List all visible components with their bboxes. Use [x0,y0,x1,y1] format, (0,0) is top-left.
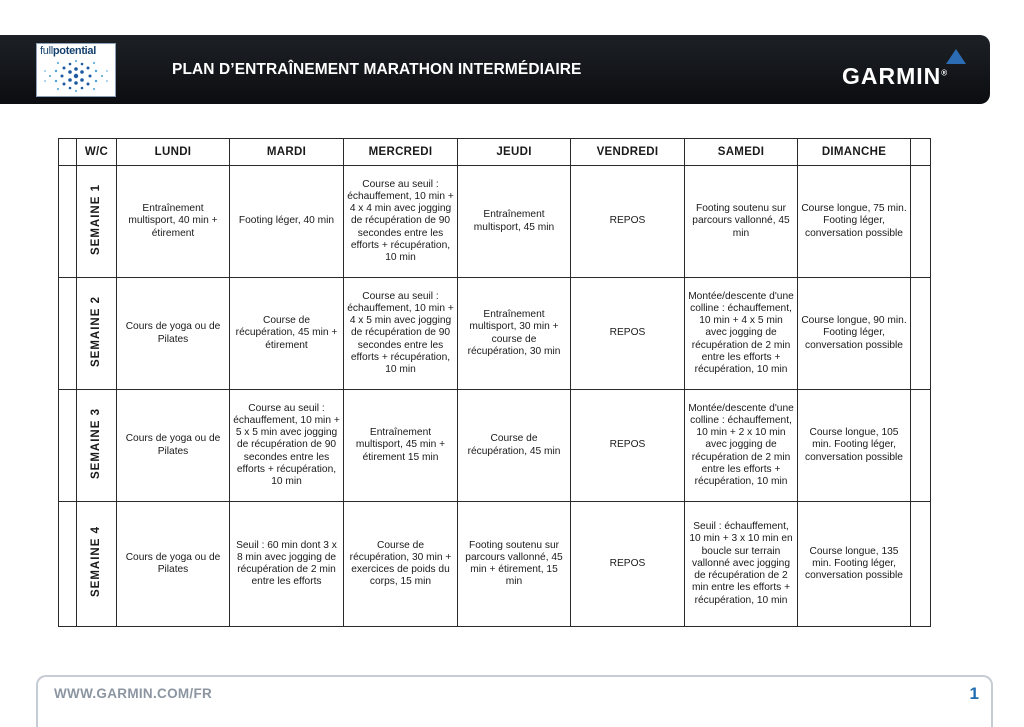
cell-lundi: Cours de yoga ou de Pilates [117,390,230,502]
col-header-samedi: SAMEDI [685,139,798,166]
col-header-jeudi: JEUDI [458,139,571,166]
header-banner [0,35,990,104]
cell-jeudi: Entraînement multisport, 30 min + course de récupération, 30 min [458,278,571,390]
training-plan-table [58,138,931,627]
week-label-cell [77,166,117,278]
cell-jeudi: Course de récupération, 45 min [458,390,571,502]
cell-dimanche: Course longue, 90 min. Footing léger, conversation possible [798,278,911,390]
cell-mercredi: Entraînement multisport, 45 min + étirement 15 min [344,390,458,502]
footer [36,675,993,727]
cell-mardi: Footing léger, 40 min [230,166,344,278]
registered-mark: ® [941,68,949,78]
spacer-cell [59,166,77,278]
logo-text-light: full [40,45,53,57]
spacer-cell [911,166,931,278]
cell-lundi: Entraînement multisport, 40 min + étirement [117,166,230,278]
footer-url: WWW.GARMIN.COM/FR [54,686,213,701]
cell-mardi: Seuil : 60 min dont 3 x 8 min avec jogging de récupération de 2 min entre les efforts [230,502,344,627]
table-row [59,278,931,390]
cell-mardi: Course de récupération, 45 min + étirement [230,278,344,390]
logo-wordmark [40,45,96,57]
col-header-vendredi: VENDREDI [571,139,685,166]
spacer-cell [911,502,931,627]
week-label: SEMAINE 2 [90,295,103,367]
col-header-wc: W/C [77,139,117,166]
cell-jeudi: Entraînement multisport, 45 min [458,166,571,278]
garmin-wordmark: GARMIN [842,63,942,89]
week-label-cell [77,502,117,627]
table-row [59,166,931,278]
garmin-logo [842,63,948,90]
cell-samedi: Montée/descente d'une colline : échauffement, 10 min + 2 x 10 min avec jogging de récupération de 2 min entre les efforts + récupération, 10 min [685,390,798,502]
page-title: PLAN D’ENTRAÎNEMENT MARATHON INTERMÉDIAIRE [172,61,582,78]
cell-lundi: Cours de yoga ou de Pilates [117,502,230,627]
garmin-triangle-icon [946,49,966,64]
col-header-mercredi: MERCREDI [344,139,458,166]
fullpotential-logo [36,43,116,97]
week-label: SEMAINE 3 [90,407,103,479]
week-label: SEMAINE 1 [90,183,103,255]
cell-vendredi: REPOS [571,390,685,502]
cell-samedi: Footing soutenu sur parcours vallonné, 45 min [685,166,798,278]
cell-lundi: Cours de yoga ou de Pilates [117,278,230,390]
cell-samedi: Seuil : échauffement, 10 min + 3 x 10 min en boucle sur terrain vallonné avec jogging de récupération de 2 min entre les efforts + récupération, 10 min [685,502,798,627]
cell-vendredi: REPOS [571,166,685,278]
cell-dimanche: Course longue, 75 min. Footing léger, conversation possible [798,166,911,278]
week-label-cell [77,390,117,502]
logo-dots-icon [41,59,111,93]
cell-mardi: Course au seuil : échauffement, 10 min + 5 x 5 min avec jogging de récupération de 90 secondes entre les efforts + récupération, 10 min [230,390,344,502]
spacer-cell [911,390,931,502]
header-row [59,139,931,166]
col-header-lundi: LUNDI [117,139,230,166]
cell-dimanche: Course longue, 105 min. Footing léger, conversation possible [798,390,911,502]
week-label-cell [77,278,117,390]
cell-vendredi: REPOS [571,278,685,390]
spacer-cell [59,502,77,627]
col-header-dimanche: DIMANCHE [798,139,911,166]
table-row [59,390,931,502]
page-number: 1 [969,684,979,703]
cell-dimanche: Course longue, 135 min. Footing léger, conversation possible [798,502,911,627]
spacer-cell [59,278,77,390]
cell-samedi: Montée/descente d'une colline : échauffement, 10 min + 4 x 5 min avec jogging de récupération de 2 min entre les efforts + récupération, 10 min [685,278,798,390]
cell-mercredi: Course au seuil : échauffement, 10 min + 4 x 4 min avec jogging de récupération de 90 secondes entre les efforts + récupération, 10 min [344,166,458,278]
col-header-mardi: MARDI [230,139,344,166]
spacer-cell [59,139,77,166]
spacer-cell [911,139,931,166]
spacer-cell [59,390,77,502]
spacer-cell [911,278,931,390]
cell-mercredi: Course de récupération, 30 min + exercices de poids du corps, 15 min [344,502,458,627]
cell-vendredi: REPOS [571,502,685,627]
table-row [59,502,931,627]
week-label: SEMAINE 4 [90,526,103,598]
cell-jeudi: Footing soutenu sur parcours vallonné, 45 min + étirement, 15 min [458,502,571,627]
cell-mercredi: Course au seuil : échauffement, 10 min + 4 x 5 min avec jogging de récupération de 90 secondes entre les efforts + récupération, 10 min [344,278,458,390]
logo-text-bold: potential [52,45,97,57]
